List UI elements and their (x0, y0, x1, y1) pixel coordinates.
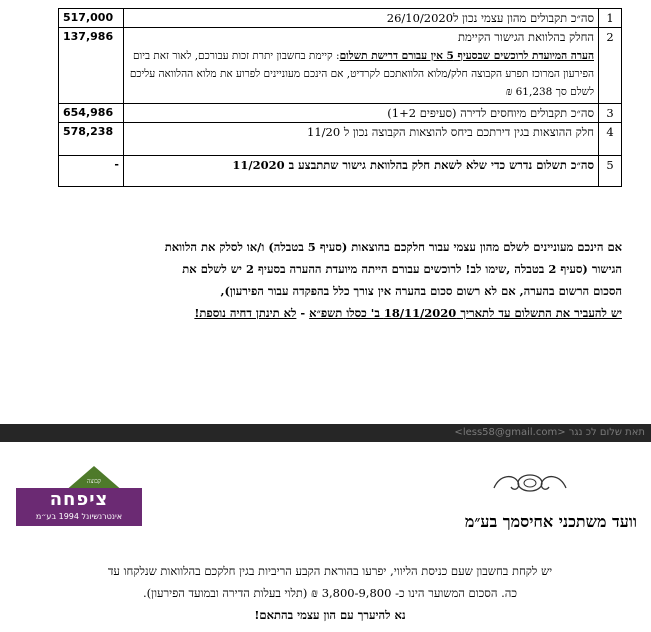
notice-line: כה. הסכום המשוער הינו כ- 3,800-9,800 ₪ (תלוי בעלות הדירה ובמועד הפירעון). (143, 586, 517, 600)
deadline-text: יש להעביר את התשלום עד לתאריך 18/11/2020 ב' כסלו תשפ״א (309, 306, 622, 320)
notice-emphasis: נא להיערך עם הון עצמי בהתאם! (254, 608, 406, 622)
email-separator-bar (0, 424, 651, 442)
table-row (59, 28, 622, 104)
ornament-icon (490, 468, 570, 498)
table-row (59, 104, 622, 123)
table-row (59, 156, 622, 187)
no-extension-text: לא תינתן דחיה נוספת! (194, 306, 297, 320)
row-note (128, 47, 594, 101)
row-number: 3 (599, 104, 622, 123)
row-number: 5 (599, 156, 622, 187)
row-amount: 137,986 (59, 28, 124, 104)
logo-sub-text: אינטרנשיונל 1994 בע״מ (35, 512, 123, 521)
para-deadline-line (48, 302, 622, 324)
note-bold: הערה המיועדת לרוכשים שבסעיף 5 אין עבורם דרישת תשלום (339, 50, 594, 62)
deadline-dash: - (296, 306, 310, 320)
row-number: 2 (599, 28, 622, 104)
table-row (59, 123, 622, 156)
payment-table-container (58, 8, 622, 187)
row-description: החלק בהלוואת הגישור הקיימת (457, 30, 594, 44)
payment-summary-table (58, 8, 622, 187)
row-description: חלק ההוצאות בגין דירתכם ביחס להוצאות הקבוצה נכון ל 11/20 (124, 123, 599, 156)
table-row (59, 9, 622, 28)
bottom-notice (40, 560, 620, 626)
para-line: הסכום הרשום בהערה, אם לא רשום סכום בהערה אין צורך כלל בהפקדה עבור הפירעון), (220, 284, 622, 298)
row-amount: - (59, 156, 124, 187)
notice-line: יש לקחת בחשבון שעם כניסת הליווי, יפרעו בהוראת הקבע הריביות בגין חלקכם בהלוואות שנלקחו עד (107, 564, 553, 578)
row-description: סה״כ תקבולים מהון עצמי נכון ל26/10/2020 (124, 9, 599, 28)
note-text: : קיימת בחשבון יתרת זכות עבורכם, לאור זאת ביום הפירעון המרוכז תפרע הקבוצה חלק/מלוא הלוואתכם לקרדיט, אם הינכם מעוניינים לפרוע את מלוא ההלוואה עליכם לשלם סך 61,238 ₪ (129, 50, 594, 98)
row-amount: 517,000 (59, 9, 124, 28)
separator-text: תאת שלום לכ נגר <less58@gmail.com> (454, 427, 645, 438)
row-amount: 578,238 (59, 123, 124, 156)
row-description: סה״כ תשלום נדרש כדי שלא לשאת חלק בהלוואת גישור שתתבצע ב 11/2020 (124, 156, 599, 187)
para-line: אם הינכם מעוניינים לשלם מהון עצמי עבור חלקכם בהוצאות (סעיף 5 בטבלה) ו/או לסלק את הלוואת (164, 240, 622, 254)
row-description: סה״כ תקבולים מיוחסים לדירה (סעיפים 1+2) (124, 104, 599, 123)
instructions-paragraph (48, 236, 622, 324)
logo-tiny-text: קבוצה (86, 478, 102, 485)
logo-box (16, 488, 142, 526)
row-number: 4 (599, 123, 622, 156)
logo-main-text: ציפחה (49, 489, 109, 510)
tzifcha-logo (16, 466, 142, 530)
row-description-with-note (124, 28, 599, 104)
committee-title: וועד משתכני אחיסמך בע״מ (464, 512, 637, 531)
row-amount: 654,986 (59, 104, 124, 123)
row-number: 1 (599, 9, 622, 28)
para-line: הגישור (סעיף 2 בטבלה ,שימו לב! לרוכשים עבורם הייתה מיועדת ההערה בסעיף 2 יש לשלם את (182, 262, 622, 276)
